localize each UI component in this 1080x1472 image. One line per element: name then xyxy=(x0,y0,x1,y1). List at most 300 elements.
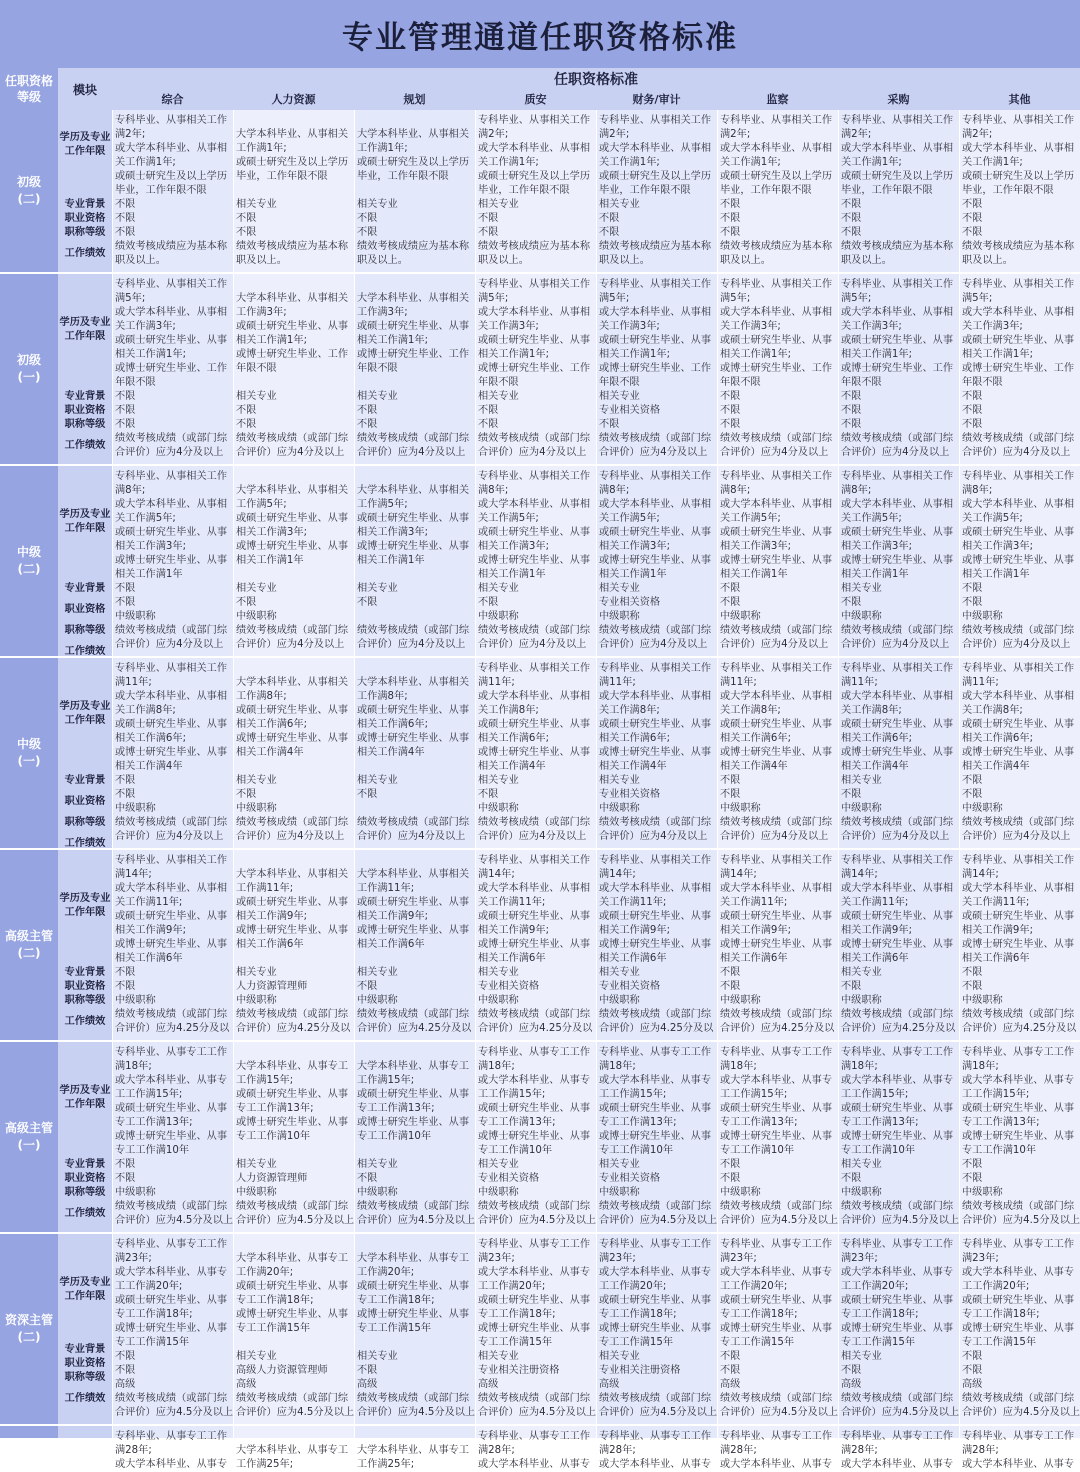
cell-line: 满5年; xyxy=(599,293,630,304)
cell-line: 相关工作满9年; xyxy=(841,925,913,936)
module-label: 专业背景 xyxy=(64,199,106,210)
standard-cell xyxy=(112,466,233,658)
cell-line: 专科毕业、从事专工工作 xyxy=(478,1239,591,1250)
cell-line: 合评价）应为4.5分及以上 xyxy=(720,1407,839,1418)
cell-line: 工工作满15年; xyxy=(115,1089,183,1100)
cell-line: 满18年; xyxy=(720,1061,757,1072)
cell-line: 专科毕业、从事专工工作 xyxy=(720,1239,833,1250)
standard-cell xyxy=(233,658,354,850)
module-label: 职称等级 xyxy=(64,419,106,430)
cell-line: 专业相关资格 xyxy=(599,405,661,416)
cell-line: 大学本科毕业、从事相关 xyxy=(236,129,349,140)
cell-line: 不限 xyxy=(115,597,136,608)
cell-line: 相关专业 xyxy=(236,775,277,786)
cell-line: 或大学本科毕业、从事相 xyxy=(599,307,712,318)
standard-cell xyxy=(838,658,959,850)
standard-cell xyxy=(354,1426,475,1470)
cell-line: 中级职称 xyxy=(236,803,277,814)
cell-line: 不限 xyxy=(115,1351,136,1362)
level-name: 资深主管 (二) xyxy=(0,1234,58,1426)
cell-line: 专工工作满10年 xyxy=(962,1145,1037,1156)
cell-line: 绩效考核成绩应为基本称 xyxy=(115,241,228,252)
standard-cell xyxy=(596,1426,717,1470)
cell-line: 相关工作满6年 xyxy=(357,939,425,950)
cell-line: 相关工作满6年 xyxy=(962,953,1030,964)
cell-line: 绩效考核成绩（或部门综 xyxy=(599,625,712,636)
cell-line: 或大学本科毕业、从事相 xyxy=(478,307,591,318)
standard-cell xyxy=(717,1426,838,1470)
cell-line: 相关工作满1年 xyxy=(115,569,183,580)
cell-line: 专科毕业、从事相关工作 xyxy=(962,279,1075,290)
cell-line: 不限 xyxy=(841,405,862,416)
cell-line: 或硕士研究生毕业、从事 xyxy=(962,1295,1075,1306)
module-label: 工作绩效 xyxy=(64,838,106,849)
cell-line: 相关工作满9年; xyxy=(720,925,792,936)
cell-line: 工作满25年; xyxy=(236,1459,294,1470)
cell-line: 关工作满1年; xyxy=(720,157,781,168)
cell-line: 职及以上。 xyxy=(357,255,408,266)
standard-cell xyxy=(112,1426,233,1470)
cell-line: 工工作满20年; xyxy=(115,1281,183,1292)
cell-line: 中级职称 xyxy=(962,803,1003,814)
cell-line: 专科毕业、从事相关工作 xyxy=(115,471,228,482)
cell-line: 毕业，工作年限不限 xyxy=(599,185,691,196)
cell-line: 绩效考核成绩（或部门综 xyxy=(962,433,1075,444)
cell-line: 或硕士研究生毕业、从事 xyxy=(962,527,1075,538)
cell-line: 相关专业 xyxy=(357,1351,398,1362)
standard-cell xyxy=(596,850,717,1042)
cell-line: 工工作满20年; xyxy=(720,1281,788,1292)
cell-line: 工工作满15年; xyxy=(478,1089,546,1100)
standard-cell xyxy=(959,1426,1080,1470)
title-bar xyxy=(0,0,1080,68)
cell-line: 或硕士研究生毕业、从事 xyxy=(357,321,470,332)
cell-line: 中级职称 xyxy=(115,995,156,1006)
cell-line: 满18年; xyxy=(841,1061,878,1072)
cell-line: 满18年; xyxy=(115,1061,152,1072)
cell-line: 不限 xyxy=(115,391,136,402)
cell-line: 相关工作满9年; xyxy=(115,925,187,936)
cell-line: 相关专业 xyxy=(357,1159,398,1170)
cell-line: 或大学本科毕业、从事专 xyxy=(599,1075,712,1086)
cell-line: 合评价）应为4.5分及以上 xyxy=(841,1407,960,1418)
cell-line: 或大学本科毕业、从事相 xyxy=(115,883,228,894)
cell-line: 专科毕业、从事相关工作 xyxy=(599,279,712,290)
cell-line: 绩效考核成绩（或部门综 xyxy=(478,625,591,636)
cell-line: 相关工作满9年; xyxy=(357,911,429,922)
standard-cell xyxy=(354,850,475,1042)
module-label: 工作年限 xyxy=(64,1098,106,1110)
cell-line: 人力资源管理师 xyxy=(236,1173,308,1184)
cell-line: 满2年; xyxy=(478,129,509,140)
cell-line: 或博士研究生毕业、从事 xyxy=(478,939,591,950)
cell-line: 不限 xyxy=(841,789,862,800)
cell-line: 相关专业 xyxy=(236,391,277,402)
cell-line: 专工工作满13年; xyxy=(962,1117,1040,1128)
cell-line: 相关专业 xyxy=(478,1159,519,1170)
cell-line: 合评价）应为4.5分及以上 xyxy=(599,1407,718,1418)
cell-line: 相关工作满1年; xyxy=(599,349,671,360)
standard-cell xyxy=(596,1234,717,1426)
cell-line: 或博士研究生毕业、从事 xyxy=(841,555,954,566)
cell-line: 相关专业 xyxy=(357,967,398,978)
cell-line: 或硕士研究生毕业、从事 xyxy=(478,911,591,922)
cell-line: 中级职称 xyxy=(841,611,882,622)
standard-cell xyxy=(959,658,1080,850)
cell-line: 不限 xyxy=(478,213,499,224)
cell-line: 大学本科毕业、从事相关 xyxy=(357,293,470,304)
cell-line: 专科毕业、从事相关工作 xyxy=(720,663,833,674)
cell-line: 不限 xyxy=(720,391,741,402)
cell-line: 不限 xyxy=(962,405,983,416)
cell-line: 专工工作满10年 xyxy=(478,1145,553,1156)
cell-line: 相关专业 xyxy=(841,583,882,594)
cell-line: 工作满11年; xyxy=(236,883,294,894)
cell-line: 或硕士研究生毕业、从事 xyxy=(236,1281,349,1292)
cell-line: 不限 xyxy=(115,789,136,800)
cell-line: 或硕士研究生及以上学历 xyxy=(115,171,228,182)
cell-line: 相关专业 xyxy=(599,1159,640,1170)
cell-line: 满14年; xyxy=(720,869,757,880)
cell-line: 关工作满8年; xyxy=(841,705,902,716)
cell-line: 专科毕业、从事相关工作 xyxy=(115,279,228,290)
cell-line: 不限 xyxy=(962,1365,983,1376)
cell-line: 人力资源管理师 xyxy=(236,981,308,992)
cell-line: 工作满1年; xyxy=(236,143,287,154)
cell-line: 满11年; xyxy=(115,677,152,688)
cell-line: 或硕士研究生毕业、从事 xyxy=(478,335,591,346)
level-name xyxy=(0,1426,58,1440)
cell-line: 满23年; xyxy=(841,1253,878,1264)
cell-line: 专科毕业、从事专工工作 xyxy=(841,1047,954,1058)
cell-line: 不限 xyxy=(115,981,136,992)
cell-line: 相关工作满1年 xyxy=(720,569,788,580)
cell-line: 专科毕业、从事专工工作 xyxy=(599,1047,712,1058)
cell-line: 合评价）应为4分及以上 xyxy=(236,447,345,458)
cell-line: 合评价）应为4分及以上 xyxy=(962,639,1071,650)
cell-line: 不限 xyxy=(357,227,378,238)
cell-line: 相关专业 xyxy=(478,967,519,978)
module-label: 工作年限 xyxy=(64,1290,106,1302)
cell-line: 或大学本科毕业、从事相 xyxy=(115,691,228,702)
cell-line: 或大学本科毕业、从事相 xyxy=(478,143,591,154)
header-column-1: 人力资源 xyxy=(271,93,316,106)
level-name: 高级主管 (一) xyxy=(0,1042,58,1234)
standard-cell xyxy=(838,274,959,466)
cell-line: 专科毕业、从事专工工作 xyxy=(720,1047,833,1058)
cell-line: 或博士研究生毕业、从事 xyxy=(720,555,833,566)
cell-line: 不限 xyxy=(962,199,983,210)
cell-line: 或硕士研究生及以上学历 xyxy=(478,171,591,182)
cell-line: 专工工作满13年; xyxy=(357,1103,435,1114)
standard-cell xyxy=(233,274,354,466)
cell-line: 或博士研究生毕业、从事 xyxy=(962,1323,1075,1334)
cell-line: 绩效考核成绩（或部门综 xyxy=(962,817,1075,828)
cell-line: 相关工作满6年; xyxy=(357,719,429,730)
module-label: 工作绩效 xyxy=(64,248,106,259)
cell-line: 合评价）应为4分及以上 xyxy=(115,831,224,842)
cell-line: 绩效考核成绩（或部门综 xyxy=(841,625,954,636)
cell-line: 专科毕业、从事相关工作 xyxy=(841,279,954,290)
cell-line: 关工作满3年; xyxy=(115,321,176,332)
cell-line: 专科毕业、从事相关工作 xyxy=(720,471,833,482)
cell-line: 不限 xyxy=(357,213,378,224)
cell-line: 或硕士研究生毕业、从事 xyxy=(962,719,1075,730)
cell-line: 满11年; xyxy=(720,677,757,688)
cell-line: 关工作满8年; xyxy=(478,705,539,716)
cell-line: 绩效考核成绩（或部门综 xyxy=(599,817,712,828)
cell-line: 绩效考核成绩应为基本称 xyxy=(841,241,954,252)
module-label: 工作年限 xyxy=(64,906,106,918)
cell-line: 不限 xyxy=(720,597,741,608)
cell-line: 关工作满8年; xyxy=(720,705,781,716)
cell-line: 合评价）应为4.25分及以 xyxy=(115,1023,230,1034)
cell-line: 或大学本科毕业、从事专 xyxy=(478,1459,591,1470)
cell-line: 满14年; xyxy=(478,869,515,880)
cell-line: 或博士研究生毕业、从事 xyxy=(357,1117,470,1128)
cell-line: 不限 xyxy=(720,1351,741,1362)
cell-line: 或博士研究生毕业、从事 xyxy=(962,747,1075,758)
cell-line: 绩效考核成绩（或部门综 xyxy=(236,433,349,444)
cell-line: 或博士研究生毕业、从事 xyxy=(478,747,591,758)
standard-cell xyxy=(959,1234,1080,1426)
cell-line: 绩效考核成绩（或部门综 xyxy=(720,1201,833,1212)
cell-line: 合评价）应为4分及以上 xyxy=(599,639,708,650)
cell-line: 高级 xyxy=(962,1379,983,1390)
cell-line: 不限 xyxy=(720,419,741,430)
cell-line: 工作满3年; xyxy=(236,307,287,318)
cell-line: 满8年; xyxy=(599,485,630,496)
cell-line: 专工工作满15年 xyxy=(115,1337,190,1348)
module-label: 学历及专业 xyxy=(59,1276,111,1288)
cell-line: 中级职称 xyxy=(720,803,761,814)
cell-line: 大学本科毕业、从事专工 xyxy=(357,1061,470,1072)
level-name: 初级 (一) xyxy=(0,274,58,466)
cell-line: 合评价）应为4分及以上 xyxy=(720,831,829,842)
cell-line: 绩效考核成绩（或部门综 xyxy=(357,433,470,444)
level-row xyxy=(0,1426,1080,1470)
cell-line: 满23年; xyxy=(720,1253,757,1264)
cell-line: 不限 xyxy=(599,227,620,238)
cell-line: 不限 xyxy=(115,1173,136,1184)
cell-line: 或博士研究生毕业、工作 xyxy=(599,363,712,374)
cell-line: 不限 xyxy=(841,597,862,608)
cell-line: 或硕士研究生毕业、从事 xyxy=(720,335,833,346)
cell-line: 中级职称 xyxy=(478,611,519,622)
cell-line: 中级职称 xyxy=(599,995,640,1006)
cell-line: 不限 xyxy=(841,391,862,402)
cell-line: 相关工作满1年; xyxy=(841,349,913,360)
cell-line: 不限 xyxy=(357,981,378,992)
cell-line: 专工工作满13年; xyxy=(478,1117,556,1128)
standard-cell xyxy=(233,110,354,274)
cell-line: 专科毕业、从事相关工作 xyxy=(962,115,1075,126)
cell-line: 满18年; xyxy=(962,1061,999,1072)
cell-line: 或博士研究生毕业、从事 xyxy=(478,1131,591,1142)
cell-line: 不限 xyxy=(962,419,983,430)
cell-line: 合评价）应为4分及以上 xyxy=(115,447,224,458)
header-column-6: 采购 xyxy=(887,93,910,106)
cell-line: 满23年; xyxy=(962,1253,999,1264)
cell-line: 相关专业 xyxy=(478,583,519,594)
standard-cell xyxy=(959,274,1080,466)
cell-line: 绩效考核成绩（或部门综 xyxy=(115,1201,228,1212)
cell-line: 相关专业 xyxy=(236,583,277,594)
cell-line: 合评价）应为4.5分及以上 xyxy=(357,1407,476,1418)
cell-line: 相关专业 xyxy=(599,967,640,978)
cell-line: 中级职称 xyxy=(357,1187,398,1198)
cell-line: 大学本科毕业、从事相关 xyxy=(236,485,349,496)
module-cell xyxy=(58,1042,112,1234)
level-name: 初级 (二) xyxy=(0,110,58,274)
cell-line: 高级 xyxy=(115,1379,136,1390)
cell-line: 满2年; xyxy=(841,129,872,140)
cell-line: 或硕士研究生毕业、从事 xyxy=(720,719,833,730)
cell-line: 专业相关资格 xyxy=(478,1173,540,1184)
cell-line: 满28年; xyxy=(962,1445,999,1456)
cell-line: 大学本科毕业、从事专工 xyxy=(357,1253,470,1264)
cell-line: 中级职称 xyxy=(478,995,519,1006)
cell-line: 或博士研究生毕业、从事 xyxy=(841,747,954,758)
level-row xyxy=(0,1234,1080,1426)
cell-line: 绩效考核成绩（或部门综 xyxy=(236,817,349,828)
cell-line: 不限 xyxy=(357,405,378,416)
cell-line: 或大学本科毕业、从事相 xyxy=(720,499,833,510)
cell-line: 或博士研究生毕业、从事 xyxy=(599,747,712,758)
cell-line: 绩效考核成绩应为基本称 xyxy=(962,241,1075,252)
cell-line: 不限 xyxy=(720,1365,741,1376)
cell-line: 不限 xyxy=(357,1365,378,1376)
cell-line: 或大学本科毕业、从事相 xyxy=(478,691,591,702)
cell-line: 职及以上。 xyxy=(962,255,1013,266)
cell-line: 中级职称 xyxy=(720,995,761,1006)
cell-line: 相关工作满4年 xyxy=(962,761,1030,772)
cell-line: 不限 xyxy=(720,1173,741,1184)
cell-line: 合评价）应为4分及以上 xyxy=(720,639,829,650)
cell-line: 关工作满3年; xyxy=(720,321,781,332)
cell-line: 相关专业 xyxy=(841,1159,882,1170)
standard-cell xyxy=(112,110,233,274)
standard-cell xyxy=(838,1234,959,1426)
cell-line: 相关工作满1年; xyxy=(720,349,792,360)
cell-line: 绩效考核成绩（或部门综 xyxy=(720,1009,833,1020)
cell-line: 合评价）应为4分及以上 xyxy=(962,447,1071,458)
cell-line: 或博士研究生毕业、从事 xyxy=(720,1131,833,1142)
cell-line: 或硕士研究生毕业、从事 xyxy=(236,1089,349,1100)
cell-line: 或博士研究生毕业、从事 xyxy=(357,733,470,744)
module-label: 职称等级 xyxy=(64,1372,106,1383)
cell-line: 工作满20年; xyxy=(236,1267,294,1278)
cell-line: 专科毕业、从事专工工作 xyxy=(962,1047,1075,1058)
header-column-4: 财务/审计 xyxy=(632,93,681,106)
cell-line: 关工作满3年; xyxy=(478,321,539,332)
cell-line: 相关专业 xyxy=(478,775,519,786)
cell-line: 关工作满5年; xyxy=(962,513,1023,524)
cell-line: 相关工作满4年 xyxy=(357,747,425,758)
cell-line: 绩效考核成绩应为基本称 xyxy=(599,241,712,252)
cell-line: 合评价）应为4.5分及以上 xyxy=(962,1407,1080,1418)
standard-cell xyxy=(112,658,233,850)
cell-line: 满5年; xyxy=(962,293,993,304)
cell-line: 专科毕业、从事相关工作 xyxy=(841,663,954,674)
cell-line: 不限 xyxy=(236,789,257,800)
cell-line: 或博士研究生毕业、从事 xyxy=(841,939,954,950)
cell-line: 合评价）应为4.25分及以 xyxy=(357,1023,472,1034)
cell-line: 或硕士研究生毕业、从事 xyxy=(115,1103,228,1114)
cell-line: 合评价）应为4.5分及以上 xyxy=(478,1215,597,1226)
cell-line: 专工工作满18年; xyxy=(115,1309,193,1320)
cell-line: 不限 xyxy=(599,213,620,224)
cell-line: 绩效考核成绩（或部门综 xyxy=(478,1009,591,1020)
cell-line: 专工工作满15年 xyxy=(357,1323,432,1334)
cell-line: 相关专业 xyxy=(357,391,398,402)
cell-line: 或硕士研究生及以上学历 xyxy=(236,157,349,168)
cell-line: 或大学本科毕业、从事专 xyxy=(478,1267,591,1278)
cell-line: 相关专业 xyxy=(478,199,519,210)
cell-line: 合评价）应为4.25分及以 xyxy=(236,1023,351,1034)
module-label: 工作绩效 xyxy=(64,1393,106,1404)
module-label: 职称等级 xyxy=(64,227,106,238)
cell-line: 合评价）应为4.5分及以上 xyxy=(720,1215,839,1226)
cell-line: 关工作满1年; xyxy=(962,157,1023,168)
cell-line: 工工作满15年; xyxy=(599,1089,667,1100)
cell-line: 相关工作满1年; xyxy=(962,349,1034,360)
cell-line: 不限 xyxy=(962,597,983,608)
cell-line: 不限 xyxy=(720,775,741,786)
cell-line: 绩效考核成绩（或部门综 xyxy=(720,625,833,636)
cell-line: 专科毕业、从事专工工作 xyxy=(599,1431,712,1442)
cell-line: 相关工作满3年; xyxy=(720,541,792,552)
cell-line: 相关工作满4年 xyxy=(478,761,546,772)
cell-line: 合评价）应为4分及以上 xyxy=(478,831,587,842)
cell-line: 或硕士研究生毕业、从事 xyxy=(115,527,228,538)
cell-line: 专科毕业、从事专工工作 xyxy=(962,1239,1075,1250)
cell-line: 相关工作满6年; xyxy=(841,733,913,744)
cell-line: 专科毕业、从事相关工作 xyxy=(478,855,591,866)
cell-line: 大学本科毕业、从事专工 xyxy=(236,1445,349,1456)
standard-cell xyxy=(354,110,475,274)
module-label: 工作绩效 xyxy=(64,646,106,657)
cell-line: 满28年; xyxy=(599,1445,636,1456)
cell-line: 或大学本科毕业、从事相 xyxy=(962,691,1075,702)
header-level-label: 任职资格 等级 xyxy=(0,68,58,110)
cell-line: 关工作满1年; xyxy=(115,157,176,168)
cell-line: 合评价）应为4分及以上 xyxy=(841,639,950,650)
cell-line: 合评价）应为4.25分及以 xyxy=(962,1023,1077,1034)
cell-line: 不限 xyxy=(115,213,136,224)
cell-line: 不限 xyxy=(720,789,741,800)
cell-line: 绩效考核成绩应为基本称 xyxy=(720,241,833,252)
cell-line: 或大学本科毕业、从事相 xyxy=(841,307,954,318)
cell-line: 高级 xyxy=(478,1379,499,1390)
cell-line: 毕业，工作年限不限 xyxy=(357,171,449,182)
cell-line: 工作满11年; xyxy=(357,883,415,894)
cell-line: 职及以上。 xyxy=(236,255,287,266)
standard-cell xyxy=(233,850,354,1042)
cell-line: 满5年; xyxy=(841,293,872,304)
cell-line: 或博士研究生毕业、从事 xyxy=(236,925,349,936)
cell-line: 相关专业 xyxy=(599,775,640,786)
cell-line: 相关工作满1年; xyxy=(115,349,187,360)
module-label: 职称等级 xyxy=(64,625,106,636)
cell-line: 工作满5年; xyxy=(236,499,287,510)
cell-line: 满2年; xyxy=(962,129,993,140)
cell-line: 关工作满8年; xyxy=(962,705,1023,716)
cell-line: 专工工作满10年 xyxy=(720,1145,795,1156)
cell-line: 专业相关资格 xyxy=(599,981,661,992)
cell-line: 不限 xyxy=(841,1365,862,1376)
module-label: 学历及专业 xyxy=(59,700,111,712)
